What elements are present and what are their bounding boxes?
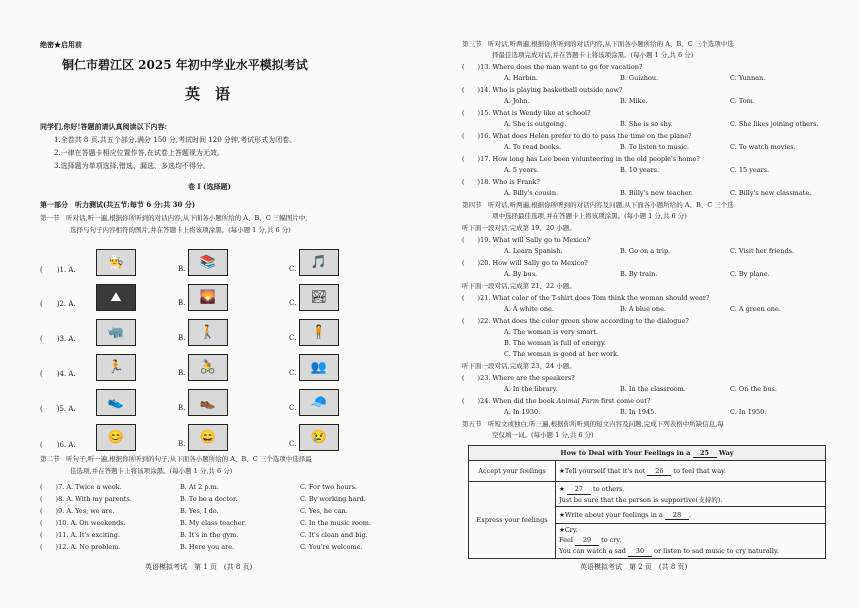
option-b: B. To listen to music. xyxy=(620,143,689,151)
option-c-label: C. xyxy=(289,440,297,448)
q21-option-b: B. A blue one. xyxy=(620,305,667,313)
mountain-picture-icon: ⛰ xyxy=(96,284,136,311)
option-b-label: B. xyxy=(178,334,186,342)
question-option-c: C. By working hard. xyxy=(300,495,366,503)
row-express-watch-suffix: or listen to sad music to cry naturally. xyxy=(654,547,779,555)
question-option-a: ( )11. A. It's exciting. xyxy=(40,531,121,539)
cycling-picture-icon: 🚴 xyxy=(188,354,228,381)
part1-heading: 第一部分 听力测试(共五节;每节 6 分;共 30 分) xyxy=(40,200,196,209)
table-title-prefix: How to Deal with Your Feelings in a xyxy=(560,448,691,457)
standing-person-picture-icon: 🧍 xyxy=(299,319,339,346)
notice-2: 2.一律在答题卡相应位置作答,在试卷上答题视为无效。 xyxy=(54,149,224,157)
q20-option-b: B. By train. xyxy=(620,270,658,278)
q19-option-b: B. Go on a trip. xyxy=(620,247,671,255)
question-option-c: C. You're welcome. xyxy=(300,543,363,551)
question-option-c: C. Yes, he can. xyxy=(300,507,348,515)
option-c: C. To watch movies. xyxy=(730,143,796,151)
blank-27: 27 xyxy=(567,484,591,495)
option-b-label: B. xyxy=(178,369,186,377)
option-a: A. To read books. xyxy=(504,143,562,151)
question-22: ( )22. What does the color green show according to the dialogue? xyxy=(462,317,689,325)
books-picture-icon: 📚 xyxy=(188,249,228,276)
option-c: C. Yunnan. xyxy=(730,74,766,82)
option-b: B. Billy's new teacher. xyxy=(620,189,693,197)
question-text: ( )15. What is Wendy like at school? xyxy=(462,109,591,117)
row-express-supportive: Just be sure that the person is supportive(支持的). xyxy=(559,495,723,504)
question-text: ( )18. Who is Frank? xyxy=(462,178,540,186)
sneaker-picture-icon: 👟 xyxy=(96,389,136,416)
shoe-picture-icon: 👞 xyxy=(188,389,228,416)
q24-option-a: A. In 1930. xyxy=(504,408,541,416)
q24-option-c: C. In 1950. xyxy=(730,408,767,416)
option-b: B. Mike. xyxy=(620,97,648,105)
q19-option-a: A. Learn Spanish. xyxy=(504,247,563,255)
question-option-a: ( )8. A. With my parents. xyxy=(40,495,132,503)
question-number: ( )5. A. xyxy=(40,405,76,413)
option-a: A. Billy's cousin. xyxy=(504,189,559,197)
question-text: ( )17. How long has Leo been volunteering in the old people's home? xyxy=(462,155,700,163)
page-footer-right: 英语模拟考试 第 2 页 (共 8 页) xyxy=(580,563,688,571)
q21-option-a: A. A white one. xyxy=(504,305,554,313)
landscape-picture-icon: 🏞 xyxy=(299,284,339,311)
option-c: C. She likes joining others. xyxy=(730,120,819,128)
walking-person-picture-icon: 🚶 xyxy=(188,319,228,346)
row-express-write-prefix: ★Write about your feelings in a xyxy=(559,510,663,519)
notice-1: 1.全卷共 8 页,共五个部分,满分 150 分,考试时间 120 分钟,考试形式为闭卷。 xyxy=(54,136,297,144)
option-c-label: C. xyxy=(289,265,297,273)
listen-prompt-23-24: 听下面一段对话,完成第 23、24 小题。 xyxy=(462,362,576,370)
music-picture-icon: 🎵 xyxy=(299,249,339,276)
option-b-label: B. xyxy=(178,404,186,412)
group-picture-icon: 👥 xyxy=(299,354,339,381)
q22-option-c: C. The woman is good at her work. xyxy=(504,350,620,358)
sec5-instruction-1: 第五节 听短文或独白,听三遍,根据你所听到的短文内容及问题,完成下列表格中所缺信息,每 xyxy=(462,420,724,428)
row-accept-suffix: to feel that way. xyxy=(673,466,726,475)
question-option-b: B. At 2 p.m. xyxy=(180,483,219,491)
q19-option-c: C. Visit her friends. xyxy=(730,247,795,255)
question-option-a: ( )9. A. Yes, we are. xyxy=(40,507,115,515)
question-option-b: B. It's in the gym. xyxy=(180,531,239,539)
question-20: ( )20. How will Sally go to Mexico? xyxy=(462,259,588,267)
sec3-instruction-2: 择最佳选项完成对话,并在答题卡上将该项涂黑。(每小题 1 分,共 6 分) xyxy=(492,51,694,59)
row-express-talk-suffix: to others. xyxy=(592,484,625,493)
question-option-a: ( )10. A. On weekends. xyxy=(40,519,126,527)
q20-option-c: C. By plane. xyxy=(730,270,770,278)
sec4-instruction-1: 第四节 听对话,听两遍,根据你所听到的对话内容及问题,从下面各小题所给的 A、B、C 三个选 xyxy=(462,201,734,209)
blank-25: 25 xyxy=(693,449,717,458)
row-express-star: ★ xyxy=(559,484,565,493)
question-text: ( )16. What does Helen prefer to do to pass the time on the plane? xyxy=(462,132,692,140)
blank-28: 28 xyxy=(665,511,689,520)
q22-option-a: A. The woman is very smart. xyxy=(504,328,599,336)
smiling-face-picture-icon: 😊 xyxy=(96,424,136,451)
row-express-watch-prefix: You can watch a sad xyxy=(559,547,626,555)
notice-3: 3.选择题为单项选择,错选、漏选、多选均不得分。 xyxy=(54,162,210,170)
row-express-label: Express your feelings xyxy=(469,482,556,559)
q23-option-a: A. In the library. xyxy=(504,385,558,393)
row-express-cry-title: ★Cry. xyxy=(559,526,578,534)
row-express-talk xyxy=(556,482,826,507)
option-a: A. 5 years. xyxy=(504,166,539,174)
q24-prefix: ( )24. When did the book xyxy=(462,397,557,405)
happy-face-picture-icon: 😄 xyxy=(188,424,228,451)
sec1-instruction-1: 第一节 听对话,听一遍,根据你所听到的对话内容,从下面各小题所给的 A、B、C 三幅图片中, xyxy=(40,214,308,222)
q21-option-c: C. A green one. xyxy=(730,305,781,313)
page-footer-left: 英语模拟考试 第 1 页 (共 8 页) xyxy=(145,563,253,571)
option-c-label: C. xyxy=(289,334,297,342)
option-b: B. Guizhou. xyxy=(620,74,659,82)
q22-option-b: B. The woman is full of energy. xyxy=(504,339,606,347)
running-picture-icon: 🏃 xyxy=(96,354,136,381)
option-a: A. John. xyxy=(504,97,530,105)
animal-picture-icon: 🦏 xyxy=(96,319,136,346)
question-21: ( )21. What color of the T-shirt does Tom think the woman should wear? xyxy=(462,294,710,302)
table-title xyxy=(469,446,826,461)
q23-option-b: B. In the classroom. xyxy=(620,385,686,393)
question-option-c: C. It's clean and big. xyxy=(300,531,368,539)
row-express-cry xyxy=(556,524,826,559)
listen-prompt-21-22: 听下面一段对话,完成第 21、22 小题。 xyxy=(462,282,576,290)
question-number: ( )2. A. xyxy=(40,300,76,308)
page-right xyxy=(430,0,860,608)
notice-heading: 同学们,你好!答题前请认真阅读以下内容: xyxy=(40,122,168,131)
option-c: C. 15 years. xyxy=(730,166,770,174)
question-option-c: C. In the music room. xyxy=(300,519,372,527)
sec2-instruction-2: 佳选项,并在答题卡上将该项涂黑。(每小题 1 分,共 6 分) xyxy=(70,467,233,475)
question-number: ( )3. A. xyxy=(40,335,76,343)
feelings-table xyxy=(468,445,826,559)
q24-option-b: B. In 1945. xyxy=(620,408,657,416)
question-number: ( )1. A. xyxy=(40,266,76,274)
option-c: C. Tom. xyxy=(730,97,755,105)
option-b-label: B. xyxy=(178,299,186,307)
sec4-instruction-2: 项中选择最佳选项,并在答题卡上将该项涂黑。(每小题 1 分,共 6 分) xyxy=(492,212,687,220)
question-option-b: B. To be a doctor. xyxy=(180,495,238,503)
option-a: A. Harbin. xyxy=(504,74,538,82)
question-number: ( )4. A. xyxy=(40,370,76,378)
subject-title: 英 语 xyxy=(185,85,231,103)
row-express-write: ★Write about your feelings in a 28 . xyxy=(556,507,826,524)
crying-face-picture-icon: 😢 xyxy=(299,424,339,451)
option-c-label: C. xyxy=(289,299,297,307)
option-c-label: C. xyxy=(289,369,297,377)
option-b-label: B. xyxy=(178,440,186,448)
listen-prompt-19-20: 听下面一段对话,完成第 19、20 小题。 xyxy=(462,224,576,232)
option-c-label: C. xyxy=(289,404,297,412)
option-a: A. She is outgoing. xyxy=(504,120,567,128)
row-accept-prefix: ★Tell yourself that it's not xyxy=(559,466,646,475)
secret-label: 绝密★启用前 xyxy=(40,40,82,49)
blank-29: 29 xyxy=(575,535,599,546)
question-19: ( )19. What will Sally go to Mexico? xyxy=(462,236,591,244)
option-b: B. She is so shy. xyxy=(620,120,673,128)
sec2-instruction-1: 第二节 听句子,听一遍,根据你所听到的句子,从下面各小题所给的 A、B、C 三个选项中选择最 xyxy=(40,455,312,463)
q23-option-c: C. On the bus. xyxy=(730,385,777,393)
option-c: C. Billy's new classmate. xyxy=(730,189,812,197)
option-b-label: B. xyxy=(178,265,186,273)
row-express-feel-suffix: to cry. xyxy=(601,536,622,544)
question-24 xyxy=(462,397,650,405)
q24-book-title: Animal Farm xyxy=(556,397,599,405)
sec1-instruction-2: 选择与句子内容相符的图片,并在答题卡上将该项涂黑。(每小题 1 分,共 6 分) xyxy=(70,226,291,234)
question-text: ( )13. Where does the man want to go for vacation? xyxy=(462,63,643,71)
question-option-c: C. For two hours. xyxy=(300,483,358,491)
question-number: ( )6. A. xyxy=(40,441,76,449)
sunrise-picture-icon: 🌄 xyxy=(188,284,228,311)
row-accept-label: Accept your feelings xyxy=(469,461,556,482)
row-express-feel-prefix: Feel xyxy=(559,536,573,544)
sec3-instruction-1: 第三节 听对话,听两遍,根据你所听到的对话内容,从下面各小题所给的 A、B、C 三个选项中选 xyxy=(462,40,734,48)
q24-suffix: first come out? xyxy=(598,397,651,405)
question-option-b: B. My class teacher. xyxy=(180,519,247,527)
question-option-a: ( )12. A. No problem. xyxy=(40,543,121,551)
question-option-b: B. Here you are. xyxy=(180,543,235,551)
question-text: ( )14. Who is playing basketball outside now? xyxy=(462,86,623,94)
question-option-a: ( )7. A. Twice a week. xyxy=(40,483,122,491)
sec5-instruction-2: 空仅填一词。(每小题 1 分,共 6 分) xyxy=(492,431,594,439)
q20-option-a: A. By bus. xyxy=(504,270,538,278)
table-title-suffix: Way xyxy=(718,448,734,457)
question-option-b: B. Yes, I do. xyxy=(180,507,219,515)
question-23: ( )23. Where are the speakers? xyxy=(462,374,575,382)
volume-heading: 卷 I (选择题) xyxy=(188,182,231,191)
cap-picture-icon: 🧢 xyxy=(299,389,339,416)
chef-picture-icon: 👨‍🍳 xyxy=(96,249,136,276)
row-accept-content xyxy=(556,461,826,482)
blank-30: 30 xyxy=(628,546,652,557)
blank-26: 26 xyxy=(647,467,671,476)
exam-title: 铜仁市碧江区 2025 年初中学业水平模拟考试 xyxy=(62,58,308,72)
option-b: B. 10 years. xyxy=(620,166,660,174)
